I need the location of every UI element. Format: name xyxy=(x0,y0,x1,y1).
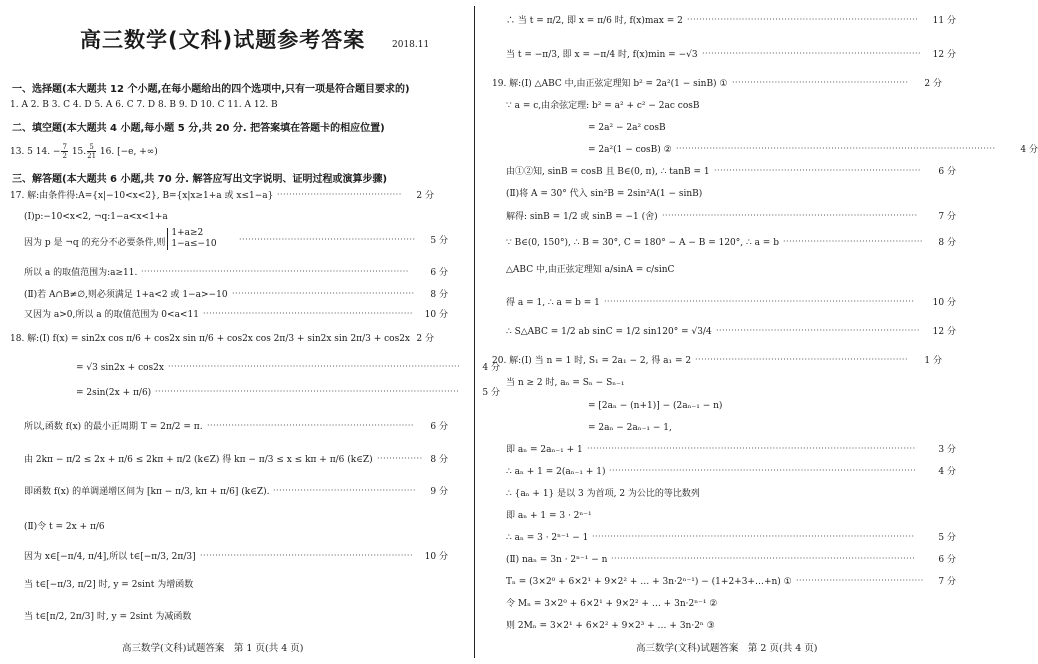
right-solution-line xyxy=(492,99,956,113)
dot-leader: ·························································· xyxy=(732,78,909,87)
solution-text: ∵ a = c,由余弦定理: b² = a² + c² − 2ac cosB xyxy=(506,101,700,111)
dot-leader: ········································································ xyxy=(702,49,922,58)
left-solution-line xyxy=(10,361,500,375)
solution-text: = √3 sin2x + cos2x xyxy=(76,363,164,373)
left-solution-line xyxy=(10,420,448,434)
solution-text: 令 Mₙ = 3×2⁰ + 6×2¹ + 9×2² + … + 3n·2ⁿ⁻¹ ② xyxy=(506,599,718,609)
solution-text: ∴ aₙ + 1 = 2(aₙ₋₁ + 1) xyxy=(506,467,606,477)
section-heading-choice: 一、选择题(本大题共 12 个小题,在每小题给出的四个选项中,只有一项是符合题目要求的) xyxy=(12,84,410,95)
dot-leader: ····································································· xyxy=(203,309,413,318)
left-solution-line xyxy=(10,610,448,624)
solution-text: ∵ B∈(0, 150°), ∴ B = 30°, C = 180° − A − B = 120°, ∴ a = b xyxy=(506,238,779,248)
right-solution-line xyxy=(492,77,942,91)
dot-leader: ··································································· xyxy=(716,326,920,335)
right-solution-line xyxy=(492,354,942,368)
score-points: 6 分 xyxy=(430,268,448,278)
section-heading-solve: 三、解答题(本大题共 6 小题,共 70 分. 解答应写出文字说明、证明过程或演算步骤) xyxy=(12,174,388,185)
solution-text: = 2aₙ − 2aₙ₋₁ − 1, xyxy=(588,423,672,433)
brace-line-2: 1−a≤−10 xyxy=(171,239,217,249)
solution-text: = [2aₙ − (n+1)] − (2aₙ₋₁ − n) xyxy=(588,401,723,411)
right-solution-line xyxy=(492,325,956,339)
right-solution-line xyxy=(492,531,956,545)
score-points: 10 分 xyxy=(424,552,448,562)
score-points: 1 分 xyxy=(924,356,942,366)
score-points: 9 分 xyxy=(430,487,448,497)
score-points: 8 分 xyxy=(938,238,956,248)
solution-text: 所以 a 的取值范围为:a≥11. xyxy=(24,268,138,278)
fill-answers: 13. 5 14. − $\frac{7}{2}$ 15. $\frac{5}{21}$ 16. [−e, +∞) xyxy=(10,143,158,160)
score-points: 5 分 xyxy=(430,236,448,246)
dot-leader: ······································································ xyxy=(200,551,414,560)
left-page xyxy=(0,0,500,664)
right-solution-line xyxy=(492,14,956,28)
solution-text: 18. 解:(Ⅰ) f(x) = sin2x cos π/6 + cos2x sin π/6 + cos2x cos 2π/3 + sin2x sin 2π/3 + cos2x xyxy=(10,334,410,344)
right-solution-line xyxy=(492,421,1038,435)
dot-leader: ·········································································································· xyxy=(592,532,915,541)
score-points: 12 分 xyxy=(932,50,956,60)
footer-page-2: 高三数学(文科)试题答案 第 2 页(共 4 页) xyxy=(636,643,818,654)
score-points: 7 分 xyxy=(938,212,956,222)
solution-text: 19. 解:(Ⅰ) △ABC 中,由正弦定理知 b² = 2a²(1 − sinB) ① xyxy=(492,79,728,89)
score-points: 6 分 xyxy=(938,555,956,565)
score-points: 8 分 xyxy=(430,290,448,300)
left-solution-line xyxy=(10,288,448,302)
right-solution-line xyxy=(492,443,956,457)
date-label: 2018.11 xyxy=(392,40,430,50)
page-divider xyxy=(474,6,475,658)
right-solution-line xyxy=(492,619,956,633)
dot-leader: ································································································ xyxy=(168,362,461,371)
solution-text: ∴ S△ABC = 1/2 ab sinC = 1/2 sin120° = √3/4 xyxy=(506,327,712,337)
right-solution-line xyxy=(492,296,956,310)
solution-text: 当 t∈[−π/3, π/2] 时, y = 2sint 为增函数 xyxy=(24,580,194,590)
dot-leader: ········································· xyxy=(277,190,402,199)
solution-text: △ABC 中,由正弦定理知 a/sinA = c/sinC xyxy=(506,265,675,275)
dot-leader: ·········································· xyxy=(796,576,924,585)
footer-page-1: 高三数学(文科)试题答案 第 1 页(共 4 页) xyxy=(122,643,304,654)
score-points: 4 分 xyxy=(938,467,956,477)
score-points: 6 分 xyxy=(938,167,956,177)
dot-leader: ········································································································· xyxy=(676,144,996,153)
left-solution-line xyxy=(10,520,448,534)
score-points: 10 分 xyxy=(424,310,448,320)
dot-leader: ··············· xyxy=(377,454,423,463)
right-solution-line xyxy=(492,597,956,611)
solution-text: = 2a²(1 − cosB) ② xyxy=(588,145,672,155)
right-solution-line xyxy=(492,143,1038,157)
score-points: 2 分 xyxy=(416,191,434,201)
solution-text: 又因为 a>0,所以 a 的取值范围为 0<a<11 xyxy=(24,310,199,320)
right-solution-line xyxy=(492,399,1038,413)
brace-system xyxy=(167,228,216,250)
solution-text: 即 aₙ + 1 = 3 · 2ⁿ⁻¹ xyxy=(506,511,592,521)
brace-line-1: 1+a≥2 xyxy=(171,228,204,238)
right-solution-line xyxy=(492,210,956,224)
solution-text: ∴ {aₙ + 1} 是以 3 为首项, 2 为公比的等比数列 xyxy=(506,489,700,499)
score-points: 6 分 xyxy=(430,422,448,432)
solution-text: 20. 解:(Ⅰ) 当 n = 1 时, S₁ = 2a₁ − 2, 得 a₁ = 2 xyxy=(492,356,692,366)
score-points: 5 分 xyxy=(482,388,500,398)
score-points: 12 分 xyxy=(932,327,956,337)
right-solution-line xyxy=(492,487,956,501)
dot-leader: ···································································································· xyxy=(155,387,460,396)
left-solution-line xyxy=(10,308,448,322)
left-solution-line xyxy=(10,550,448,564)
dot-leader: ·············································· xyxy=(783,237,923,246)
left-solution-line xyxy=(10,210,448,224)
right-page xyxy=(484,0,1038,664)
solution-text: (Ⅱ) naₙ = 3n · 2ⁿ⁻¹ − n xyxy=(506,555,608,565)
left-solution-line xyxy=(10,386,500,400)
solution-text: Tₙ = (3×2⁰ + 6×2¹ + 9×2² + … + 3n·2ⁿ⁻¹) − (1+2+3+…+n) ① xyxy=(506,577,792,587)
score-points: 10 分 xyxy=(932,298,956,308)
right-solution-line xyxy=(492,165,956,179)
solution-text: 由 2kπ − π/2 ≤ 2x + π/6 ≤ 2kπ + π/2 (k∈Z) 得 kπ − π/3 ≤ x ≤ kπ + π/6 (k∈Z) xyxy=(24,455,373,465)
score-points: 4 分 xyxy=(1020,145,1038,155)
solution-text: 即 aₙ = 2aₙ₋₁ + 1 xyxy=(506,445,583,455)
right-solution-line xyxy=(492,376,956,390)
solution-text: 得 a = 1, ∴ a = b = 1 xyxy=(506,298,600,308)
score-points: 5 分 xyxy=(938,533,956,543)
right-solution-line xyxy=(492,575,956,589)
score-points: 7 分 xyxy=(938,577,956,587)
solution-text: = 2sin(2x + π/6) xyxy=(76,388,152,398)
right-solution-line xyxy=(492,187,956,201)
score-points: 8 分 xyxy=(430,455,448,465)
dot-leader: ···································································· xyxy=(207,421,414,430)
right-solution-line xyxy=(492,509,956,523)
solution-text: 17. 解:由条件得:A={x|−10<x<2}, B={x|x≥1+a 或 x≤1−a} xyxy=(10,191,274,201)
left-solution-line xyxy=(10,332,434,346)
right-solution-line xyxy=(492,236,956,250)
right-solution-line xyxy=(492,263,956,277)
solution-text: 当 t∈[π/2, 2π/3] 时, y = 2sint 为减函数 xyxy=(24,612,192,622)
right-solution-line xyxy=(492,121,1038,135)
solution-text: ∴ aₙ = 3 · 2ⁿ⁻¹ − 1 xyxy=(506,533,589,543)
dot-leader: ············································································ xyxy=(687,15,919,24)
dot-leader: ·························································· xyxy=(239,235,416,244)
solution-text: 由①②知, sinB = cosB 且 B∈(0, π), ∴ tanB = 1 xyxy=(506,167,710,177)
solution-text: (Ⅰ)p:−10<x<2, ¬q:1−a<x<1+a xyxy=(24,212,168,222)
choice-answers: 1. A 2. B 3. C 4. D 5. A 6. C 7. D 8. B 9. D 10. C 11. A 12. B xyxy=(10,100,278,110)
solution-text: 当 t = −π/3, 即 x = −π/4 时, f(x)min = −√3 xyxy=(506,50,698,60)
dot-leader: ···························································· xyxy=(232,289,415,298)
right-solution-line xyxy=(492,553,956,567)
dot-leader: ············································································································ xyxy=(587,444,916,453)
solution-text: 解得: sinB = 1/2 或 sinB = −1 (舍) xyxy=(506,212,658,222)
left-solution-line xyxy=(10,453,448,467)
dot-leader: ··············································· xyxy=(273,486,417,495)
solution-text: 所以,函数 f(x) 的最小正周期 T = 2π/2 = π. xyxy=(24,422,203,432)
solution-text: ∴ 当 t = π/2, 即 x = π/6 时, f(x)max = 2 xyxy=(506,16,683,26)
solution-text: 因为 p 是 ¬q 的充分不必要条件,则 xyxy=(24,237,166,248)
solution-text: 即函数 f(x) 的单调递增区间为 [kπ − π/3, kπ + π/6] (k∈Z). xyxy=(24,487,270,497)
dot-leader: ······································································ xyxy=(695,355,909,364)
dot-leader: ···································································· xyxy=(714,166,921,175)
solution-text: (Ⅱ)若 A∩B≠∅,则必须满足 1+a<2 或 1−a>−10 xyxy=(24,290,228,300)
score-points: 11 分 xyxy=(932,16,956,26)
left-solution-line xyxy=(10,228,448,249)
score-points: 4 分 xyxy=(482,363,500,373)
solution-text: (Ⅱ)将 A = 30° 代入 sin²B = 2sin²A(1 − sinB) xyxy=(506,189,703,199)
section-heading-fill: 二、填空题(本大题共 4 小题,每小题 5 分,共 20 分. 把答案填在答题卡的相应位置) xyxy=(12,123,385,134)
dot-leader: ····································································································· xyxy=(609,466,917,475)
left-solution-line xyxy=(10,485,448,499)
right-solution-line xyxy=(492,465,956,479)
right-solution-line xyxy=(492,48,956,62)
left-solution-line xyxy=(10,266,448,280)
dot-leader: ······································································································ xyxy=(604,297,915,306)
score-points: 3 分 xyxy=(938,445,956,455)
dot-leader: ························································································ xyxy=(141,267,409,276)
page-title: 高三数学(文科)试题参考答案 xyxy=(80,28,366,52)
left-solution-line xyxy=(10,189,434,203)
dot-leader: ···································································································· xyxy=(611,554,916,563)
score-points: 2 分 xyxy=(416,334,434,344)
left-solution-line xyxy=(10,578,448,592)
solution-text: (Ⅱ)令 t = 2x + π/6 xyxy=(24,522,105,532)
solution-text: 因为 x∈[−π/4, π/4],所以 t∈[−π/3, 2π/3] xyxy=(24,552,196,562)
solution-text: 当 n ≥ 2 时, aₙ = Sₙ − Sₙ₋₁ xyxy=(506,378,625,388)
dot-leader: ···················································································· xyxy=(662,211,918,220)
solution-text: 则 2Mₙ = 3×2¹ + 6×2² + 9×2³ + … + 3n·2ⁿ ③ xyxy=(506,621,715,631)
solution-text: = 2a² − 2a² cosB xyxy=(588,123,666,133)
score-points: 2 分 xyxy=(924,79,942,89)
